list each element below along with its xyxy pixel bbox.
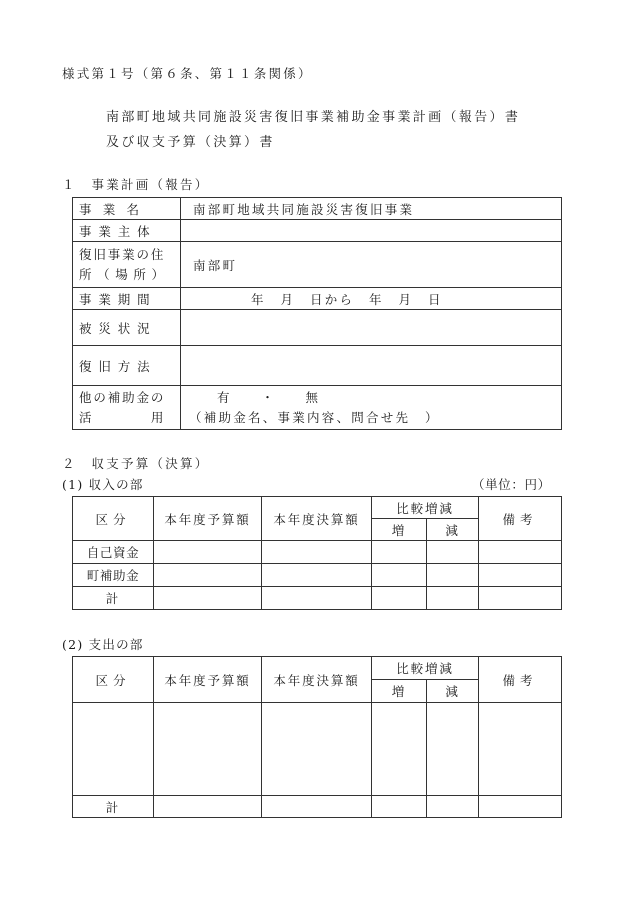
table-row	[73, 587, 562, 610]
expense-col-remarks: 備考	[479, 657, 562, 703]
other-subsidy-label-line2: 活 用	[79, 409, 166, 425]
expense-col-decrease: 減	[427, 680, 479, 703]
expense-col-budget: 本年度予算額	[154, 657, 262, 703]
income-row-town-subsidy: 町補助金	[73, 564, 154, 587]
address-label-line1: 復旧事業の住	[79, 246, 166, 262]
other-subsidy-label-line1: 他の補助金の	[79, 389, 166, 405]
other-subsidy-details: （補助金名、事業内容、問合せ先 ）	[189, 409, 440, 425]
expense-table	[72, 656, 562, 818]
address-label-line2: 所（場所）	[79, 266, 170, 282]
method-label: 復旧方法	[73, 346, 181, 386]
table-row	[73, 796, 562, 818]
income-col-decrease: 減	[427, 519, 479, 541]
expense-col-category: 区分	[73, 657, 154, 703]
entity-value	[181, 220, 562, 242]
period-label: 事業期間	[73, 288, 181, 310]
plan-table	[72, 197, 562, 430]
row-damage	[73, 310, 562, 346]
section1-heading: １ 事業計画（報告）	[62, 177, 210, 192]
income-col-increase: 増	[372, 519, 427, 541]
document-title-line2: 及び収支予算（決算）書	[106, 135, 275, 150]
table-row	[73, 564, 562, 587]
income-row-total: 計	[73, 587, 154, 610]
other-subsidy-value	[181, 386, 562, 430]
income-col-category: 区分	[73, 497, 154, 541]
method-value	[181, 346, 562, 386]
unit-label: （単位：円）	[472, 477, 551, 492]
entity-label: 事業主体	[73, 220, 181, 242]
income-col-comparison: 比較増減	[372, 497, 479, 519]
table-row	[73, 541, 562, 564]
expense-header-row	[73, 657, 562, 680]
income-header-row	[73, 497, 562, 519]
expense-col-settlement: 本年度決算額	[262, 657, 372, 703]
period-value: 年 月 日から 年 月 日	[181, 288, 562, 310]
damage-label: 被災状況	[73, 310, 181, 346]
row-other-subsidy	[73, 386, 562, 430]
income-heading: (1) 収入の部	[62, 477, 144, 492]
row-method	[73, 346, 562, 386]
damage-value	[181, 310, 562, 346]
expense-col-comparison: 比較増減	[372, 657, 479, 680]
row-period	[73, 288, 562, 310]
income-col-budget: 本年度予算額	[154, 497, 262, 541]
income-col-settlement: 本年度決算額	[262, 497, 372, 541]
project-name-value: 南部町地域共同施設災害復旧事業	[181, 198, 562, 220]
expense-row-total: 計	[73, 796, 154, 818]
section2-heading: ２ 収支予算（決算）	[62, 456, 210, 471]
document-title-line1: 南部町地域共同施設災害復旧事業補助金事業計画（報告）書	[106, 110, 521, 125]
address-value: 南部町	[181, 242, 562, 288]
row-project-name	[73, 198, 562, 220]
address-label	[73, 242, 181, 288]
income-col-remarks: 備考	[479, 497, 562, 541]
other-subsidy-yes-no: 有 ・ 無	[217, 389, 321, 405]
form-number: 様式第１号（第６条、第１１条関係）	[62, 66, 313, 81]
project-name-label: 事業名	[73, 198, 181, 220]
row-entity	[73, 220, 562, 242]
table-row	[73, 703, 562, 796]
expense-col-increase: 増	[372, 680, 427, 703]
income-row-own-funds: 自己資金	[73, 541, 154, 564]
expense-heading: (2) 支出の部	[62, 637, 144, 652]
other-subsidy-label	[73, 386, 181, 430]
row-address	[73, 242, 562, 288]
income-table	[72, 496, 562, 610]
